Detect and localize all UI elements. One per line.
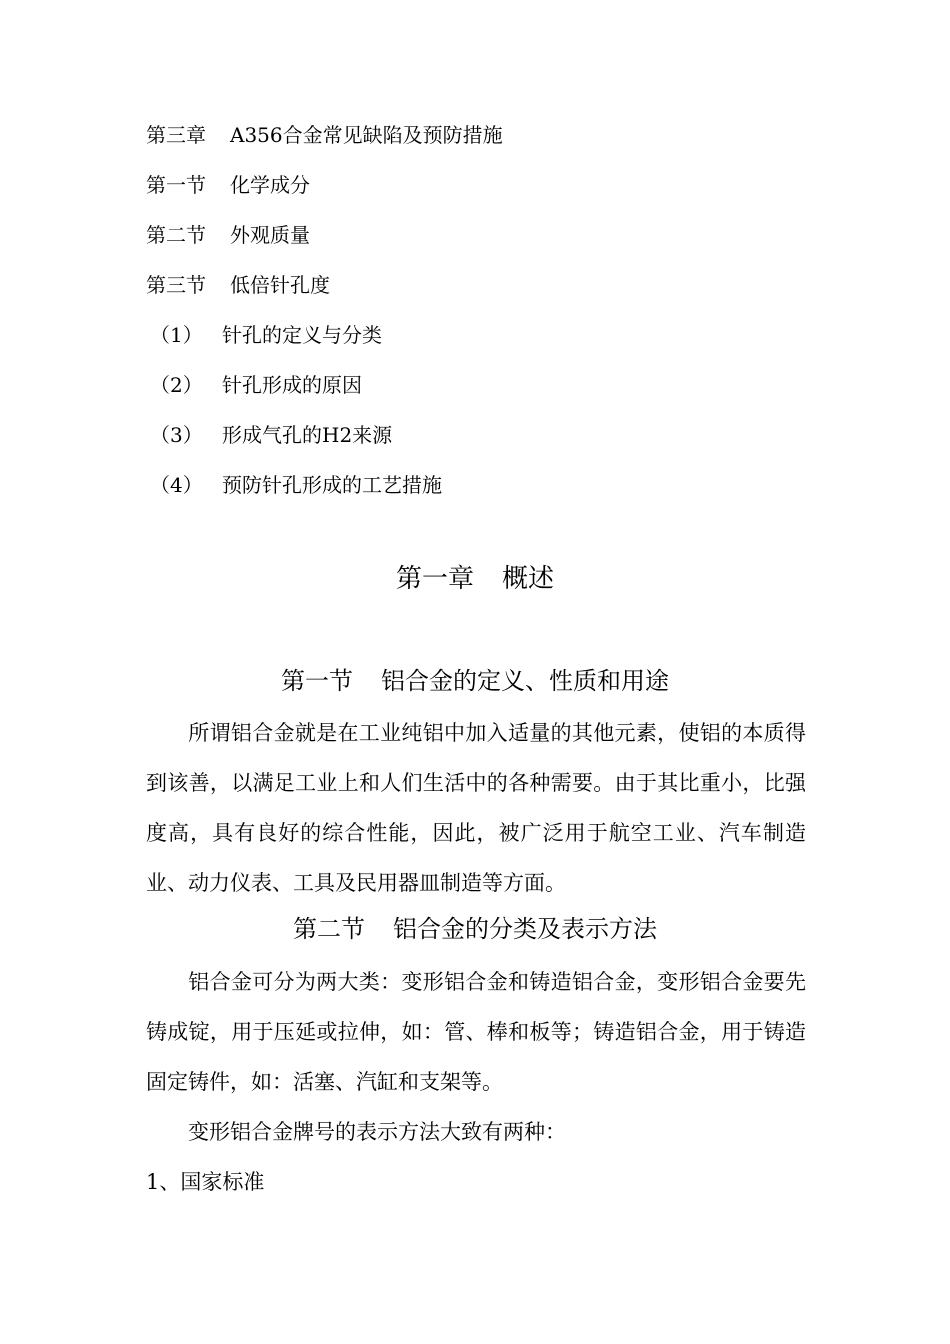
toc-subitem-title: 形成气孔的H2来源 bbox=[222, 423, 393, 447]
toc-section-number: 第二节 bbox=[146, 223, 206, 247]
section-1-heading bbox=[0, 665, 950, 697]
toc-subitem-title: 预防针孔形成的工艺措施 bbox=[222, 473, 442, 497]
toc-section-2[interactable] bbox=[146, 222, 310, 248]
toc-chapter-3-number: 第三章 bbox=[146, 123, 206, 147]
section-1-number: 第一节 bbox=[281, 667, 353, 695]
toc-subitem-4[interactable] bbox=[150, 472, 442, 498]
section-1-title: 铝合金的定义、性质和用途 bbox=[381, 667, 669, 695]
section-2-paragraph-1 bbox=[146, 957, 806, 1107]
toc-section-title: 外观质量 bbox=[230, 223, 310, 247]
toc-section-title: 化学成分 bbox=[230, 173, 310, 197]
toc-chapter-3[interactable] bbox=[146, 122, 503, 148]
section-1-paragraph bbox=[146, 708, 806, 908]
toc-chapter-3-title: A356合金常见缺陷及预防措施 bbox=[230, 123, 503, 147]
chapter-1-heading bbox=[0, 562, 950, 596]
section-2-body-2: 变形铝合金牌号的表示方法大致有两种： bbox=[188, 1120, 566, 1144]
section-2-paragraph-2 bbox=[146, 1107, 806, 1157]
toc-section-title: 低倍针孔度 bbox=[230, 273, 330, 297]
toc-subitem-1[interactable] bbox=[150, 322, 382, 348]
list-item-text: 1、国家标准 bbox=[146, 1170, 265, 1194]
section-2-list-item-1 bbox=[146, 1157, 806, 1207]
toc-subitem-2[interactable] bbox=[150, 372, 362, 398]
toc-section-3[interactable] bbox=[146, 272, 330, 298]
section-2-heading bbox=[0, 913, 950, 945]
toc-section-number: 第三节 bbox=[146, 273, 206, 297]
toc-subitem-3[interactable] bbox=[150, 422, 392, 448]
toc-subitem-number: （4） bbox=[150, 473, 203, 497]
toc-subitem-number: （2） bbox=[150, 373, 203, 397]
toc-subitem-number: （1） bbox=[150, 323, 203, 347]
chapter-1-title: 概述 bbox=[502, 564, 555, 594]
toc-section-number: 第一节 bbox=[146, 173, 206, 197]
chapter-1-number: 第一章 bbox=[395, 564, 474, 594]
section-2-number: 第二节 bbox=[293, 915, 365, 943]
section-2-body-1: 铝合金可分为两大类：变形铝合金和铸造铝合金，变形铝合金要先铸成锭，用于压延或拉伸，如：管、棒和板等；铸造铝合金，用于铸造固定铸件，如：活塞、汽缸和支架等。 bbox=[146, 970, 806, 1094]
toc-subitem-number: （3） bbox=[150, 423, 203, 447]
toc-subitem-title: 针孔形成的原因 bbox=[222, 373, 362, 397]
toc-subitem-title: 针孔的定义与分类 bbox=[222, 323, 382, 347]
section-1-body: 所谓铝合金就是在工业纯铝中加入适量的其他元素，使铝的本质得到该善，以满足工业上和人们生活中的各种需要。由于其比重小，比强度高，具有良好的综合性能，因此，被广泛用于航空工业、汽车制造业、动力仪表、工具及民用器皿制造等方面。 bbox=[146, 721, 806, 895]
section-2-title: 铝合金的分类及表示方法 bbox=[393, 915, 657, 943]
toc-section-1[interactable] bbox=[146, 172, 310, 198]
